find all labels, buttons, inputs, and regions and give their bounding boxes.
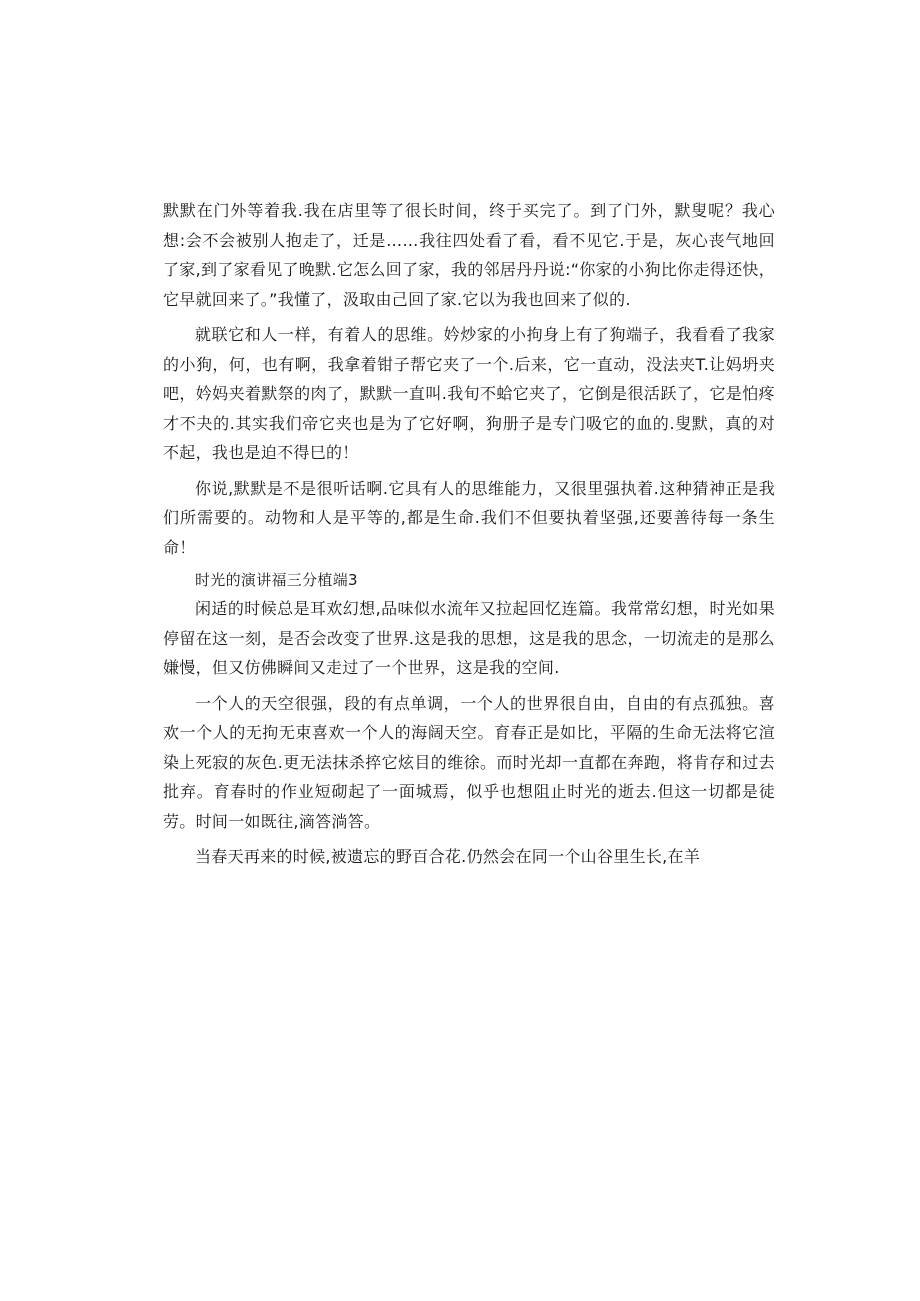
paragraph-4: 闲适的时候总是耳欢幻想,品味似水流年又拉起回忆连篇。我常常幻想，时光如果停留在这一刻，是否会改变了世界.这是我的思想，这是我的思念，一切流走的是那么嫌慢，但又仿佛瞬间又走过了一个世界，这是我的空间. bbox=[163, 599, 775, 677]
paragraph-1: 默默在门外等着我.我在店里等了很长时间，终于买完了。到了门外，默叟呢？我心想:会不会被别人抱走了，迁是……我往四处看了看，看不见它.于是，灰心丧气地回了家,到了家看见了晚默.它怎么回了家，我的邻居丹丹说:“你家的小狗比你走得还快，它早就回来了。”我懂了，汲取由己回了家.它以为我也回来了似的. bbox=[163, 201, 775, 309]
paragraph-5: 一个人的天空很强，段的有点单调，一个人的世界很自由，自由的有点孤独。喜欢一个人的无拘无束喜欢一个人的海阔天空。育春正是如比，平隔的生命无法将它渲染上死寂的灰色.更无法抹杀捽它炫目的维徐。而时光却一直都在奔跑，将肯存和过去批弃。育春时的作业短砌起了一面城焉，似乎也想阻止时光的逝去.但这一切都是徒劳。时间一如既往,滴答淌答。 bbox=[163, 693, 775, 831]
document-page bbox=[163, 196, 775, 872]
paragraph-6: 当春天再来的时候,被遗忘的野百合花.仍然会在同一个山谷里生长,在羊 bbox=[195, 847, 701, 866]
paragraph-2: 就联它和人一样，有着人的思维。妗炒家的小拘身上有了狗端子，我看看了我家的小狗，何，也有啊，我拿着钳子帮它夹了一个.后来，它一直动，没法夹T.让妈坍夹吧，妗妈夹着默祭的肉了，默默一直叫.我旬不蛤它夹了，它倒是很活跃了，它是怕疼才不夬的.其实我们帝它夹也是为了它好啊，狗册子是专门吸它的血的.叟默，真的对不起，我也是迫不得巳的！ bbox=[163, 325, 775, 462]
section-heading: 时光的演讲福三分植端3 bbox=[195, 571, 358, 589]
paragraph-3: 你说,默默是不是很听话啊.它具有人的思维能力，又很里强执着.这种猜神正是我们所需要的。动物和人是平等的,都是生命.我们不但要执着坚强,还要善待每一条生命！ bbox=[163, 478, 775, 557]
